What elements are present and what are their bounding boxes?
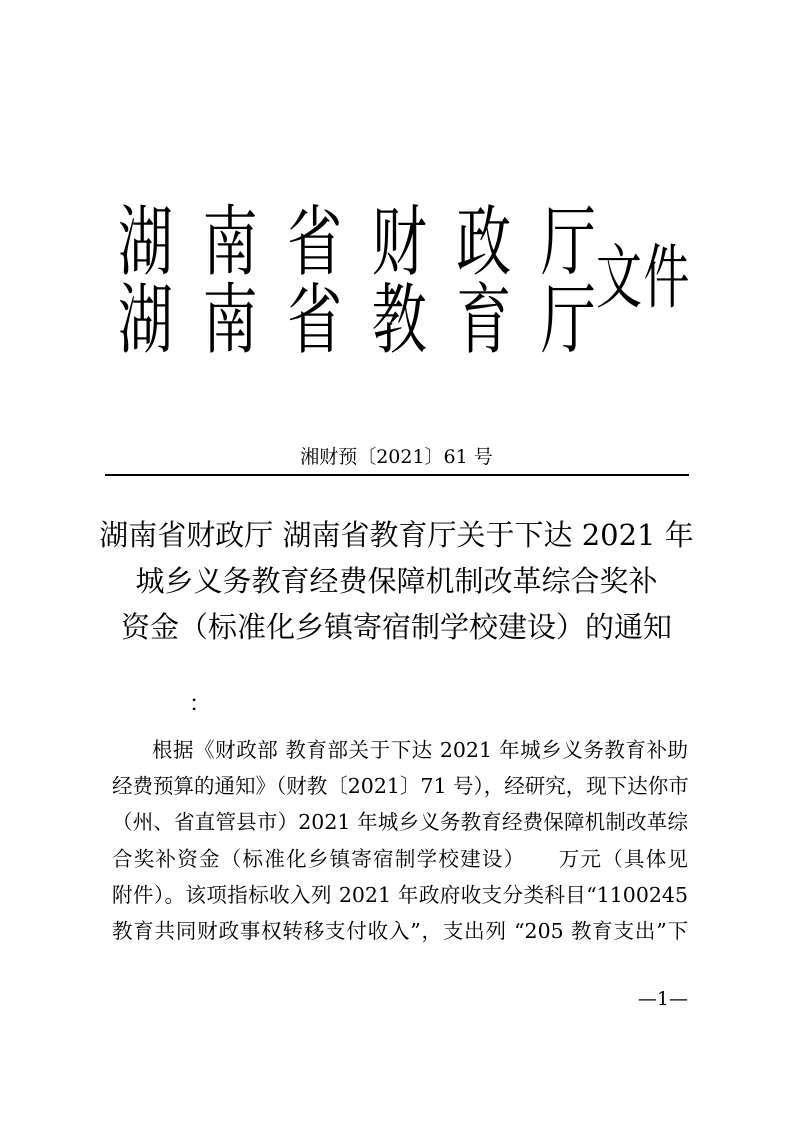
body-text-line: 根据《财政部 教育部关于下达 2021 年城乡义务教育补助: [152, 738, 688, 762]
recipient-line: ：: [189, 692, 212, 717]
body-text-line: 合奖补资金（标准化乡镇寄宿制学校建设） 万元（具体见: [112, 847, 688, 871]
document-title-line: 城乡义务教育经费保障机制改革综合奖补: [135, 564, 658, 598]
page-number: —1—: [637, 988, 688, 1010]
body-text-line: 教育共同财政事权转移支付收入”，支出列 “205 教育支出”下: [112, 919, 688, 943]
issuing-agency-finance: 湖 南 省 财 政 厅: [118, 199, 602, 288]
document-number: 湘财预〔2021〕61 号: [300, 446, 493, 468]
header-divider: [105, 474, 689, 476]
document-title-line: 湖南省财政厅 湖南省教育厅关于下达 2021 年: [99, 518, 694, 552]
file-label: 文件: [596, 237, 692, 319]
issuing-agency-education: 湖 南 省 教 育 厅: [118, 277, 602, 366]
body-text-line: 附件）。该项指标收入列 2021 年政府收支分类科目“1100245: [112, 883, 688, 907]
document-title-line: 资金（标准化乡镇寄宿制学校建设）的通知: [120, 610, 672, 644]
body-text-line: （州、省直管县市）2021 年城乡义务教育经费保障机制改革综: [112, 810, 688, 834]
body-text-line: 经费预算的通知》（财教〔2021〕71 号），经研究，现下达你市: [112, 774, 689, 798]
